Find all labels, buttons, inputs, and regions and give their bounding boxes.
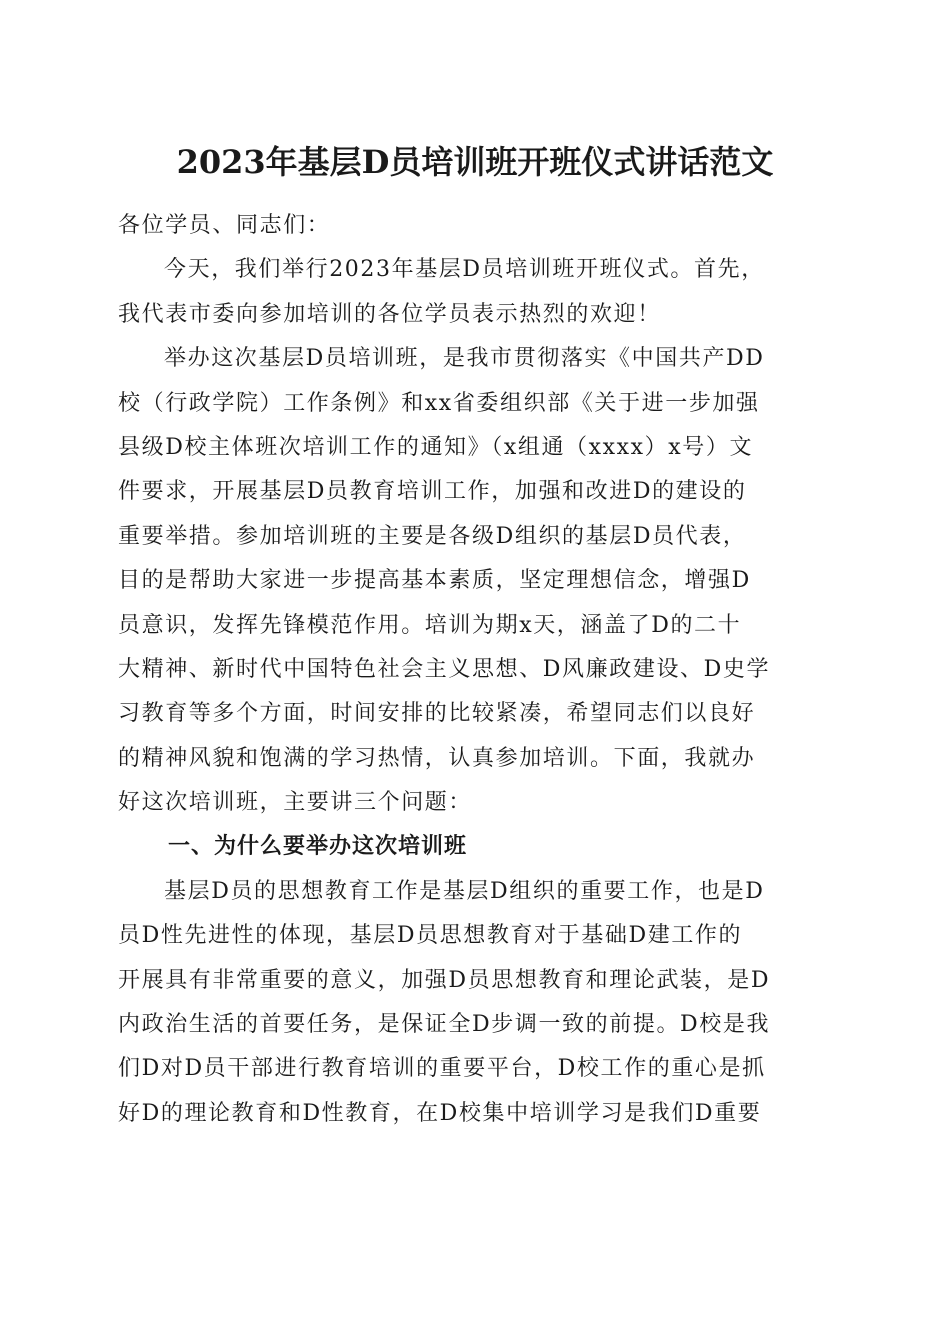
text-line: 好这次培训班，主要讲三个问题： [118, 790, 473, 816]
text-line: 习教育等多个方面，时间安排的比较紧凑，希望同志们以良好 [118, 701, 756, 727]
text-line: 目的是帮助大家进一步提高基本素质，坚定理想信念，增强D [118, 568, 751, 594]
salutation-line: 各位学员、同志们： [118, 213, 331, 238]
text-line: 开展具有非常重要的意义，加强D员思想教育和理论武装，是D [118, 967, 771, 993]
text-line: 的精神风貌和饱满的学习热情，认真参加培训。下面，我就办 [118, 745, 756, 771]
section-heading: 一、为什么要举办这次培训班 [168, 834, 468, 860]
text-line: 内政治生活的首要任务，是保证全D步调一致的前提。D校是我 [118, 1012, 771, 1038]
document-title: 2023年基层D员培训班开班仪式讲话范文 [176, 143, 774, 181]
text-line: 县级D校主体班次培训工作的通知》（x组通（xxxx）x号）文 [118, 434, 754, 460]
text-line: 今天，我们举行2023年基层D员培训班开班仪式。首先， [164, 257, 765, 283]
text-line: 举办这次基层D员培训班，是我市贯彻落实《中国共产DD [164, 346, 765, 372]
document-body [118, 204, 832, 1136]
text-line: 大精神、新时代中国特色社会主义思想、D风廉政建设、D史学 [118, 656, 771, 682]
text-line: 们D对D员干部进行教育培训的重要平台，D校工作的重心是抓 [118, 1056, 766, 1082]
text-line: 重要举措。参加培训班的主要是各级D组织的基层D员代表， [118, 523, 747, 549]
text-line: 好D的理论教育和D性教育，在D校集中培训学习是我们D重要 [118, 1100, 762, 1126]
text-line: 我代表市委向参加培训的各位学员表示热烈的欢迎！ [118, 301, 661, 327]
text-line: 员D性先进性的体现，基层D员思想教育对于基础D建工作的 [118, 923, 743, 949]
text-line: 件要求，开展基层D员教育培训工作，加强和改进D的建设的 [118, 479, 747, 505]
text-line: 校（行政学院）工作条例》和xx省委组织部《关于进一步加强 [118, 390, 760, 416]
document-page [118, 0, 832, 1344]
text-line: 员意识，发挥先锋模范作用。培训为期x天，涵盖了D的二十 [118, 612, 742, 638]
text-line: 基层D员的思想教育工作是基层D组织的重要工作，也是D [164, 878, 765, 904]
